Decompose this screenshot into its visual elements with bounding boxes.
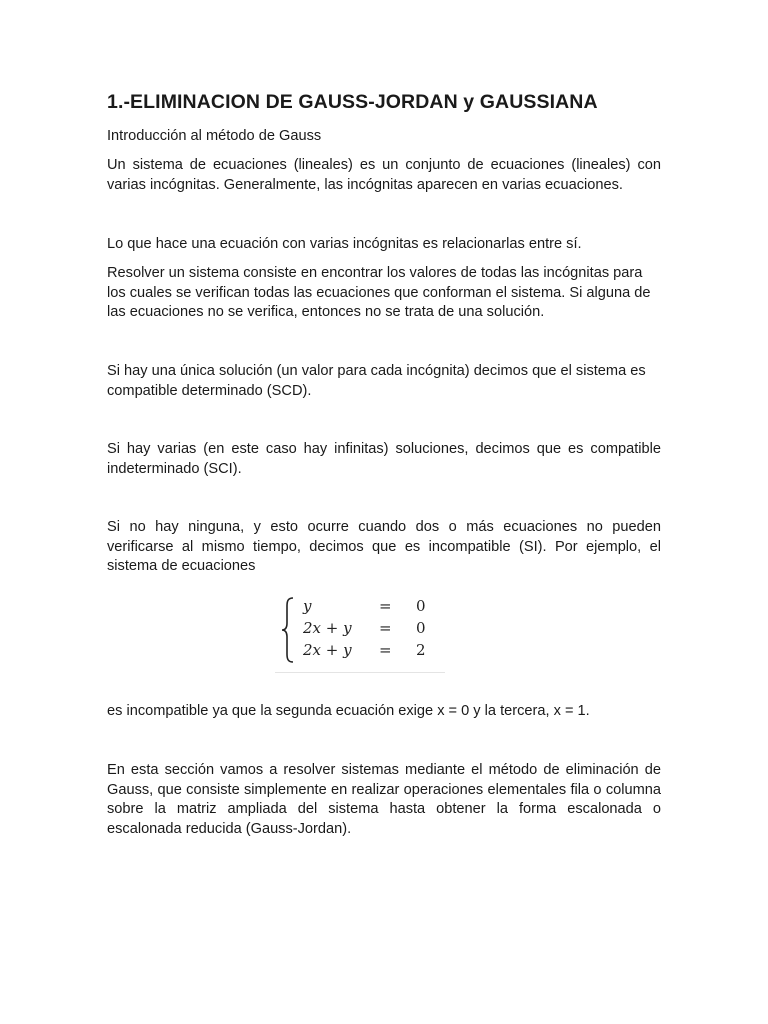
section-subtitle: Introducción al método de Gauss	[107, 128, 322, 144]
equation-relation: =	[379, 641, 392, 659]
equation-lhs: 2x + y	[303, 619, 352, 637]
paragraph-solve-system: Resolver un sistema consiste en encontrar los valores de todas las incógnitas para los cuales se verifican todas las ecuaciones que conforman el sistema. Si alguna de las ecuaciones no se verifica, entonces no se trata de una solución.	[107, 265, 651, 320]
equation-divider	[275, 672, 445, 673]
paragraph-system-definition: Un sistema de ecuaciones (lineales) es un conjunto de ecuaciones (lineales) con varias incógnitas. Generalmente, las incógnitas aparecen en varias ecuaciones.	[107, 157, 661, 193]
equation-rhs: 2	[416, 641, 426, 659]
equation-system	[275, 595, 445, 671]
equation-row	[303, 618, 443, 638]
paragraph-incompatible-example: es incompatible ya que la segunda ecuación exige x = 0 y la tercera, x = 1.	[107, 703, 590, 719]
equation-lhs: 2x + y	[303, 641, 352, 659]
equation-rhs: 0	[416, 619, 426, 637]
paragraph-sci: Si hay varias (en este caso hay infinitas) soluciones, decimos que es compatible indeterminado (SCI).	[107, 441, 661, 477]
document-title: 1.-ELIMINACION DE GAUSS-JORDAN y GAUSSIANA	[107, 91, 598, 113]
paragraph-equation-purpose: Lo que hace una ecuación con varias incógnitas es relacionarlas entre sí.	[107, 236, 582, 252]
paragraph-gauss-method: En esta sección vamos a resolver sistemas mediante el método de eliminación de Gauss, que consiste simplemente en realizar operaciones elementales fila o columna sobre la matriz ampliada del sistema hasta obtener la forma escalonada o escalonada reducida (Gauss-Jordan).	[107, 762, 661, 837]
equation-relation: =	[379, 597, 392, 615]
equation-row	[303, 640, 443, 660]
equation-relation: =	[379, 619, 392, 637]
paragraph-scd: Si hay una única solución (un valor para cada incógnita) decimos que el sistema es compatible determinado (SCD).	[107, 363, 646, 399]
paragraph-si: Si no hay ninguna, y esto ocurre cuando dos o más ecuaciones no pueden verificarse al mismo tiempo, decimos que es incompatible (SI). Por ejemplo, el sistema de ecuaciones	[107, 519, 661, 574]
equation-row	[303, 596, 443, 616]
equation-rhs: 0	[416, 597, 426, 615]
equation-lhs: y	[303, 597, 312, 615]
left-brace-icon	[281, 597, 295, 663]
